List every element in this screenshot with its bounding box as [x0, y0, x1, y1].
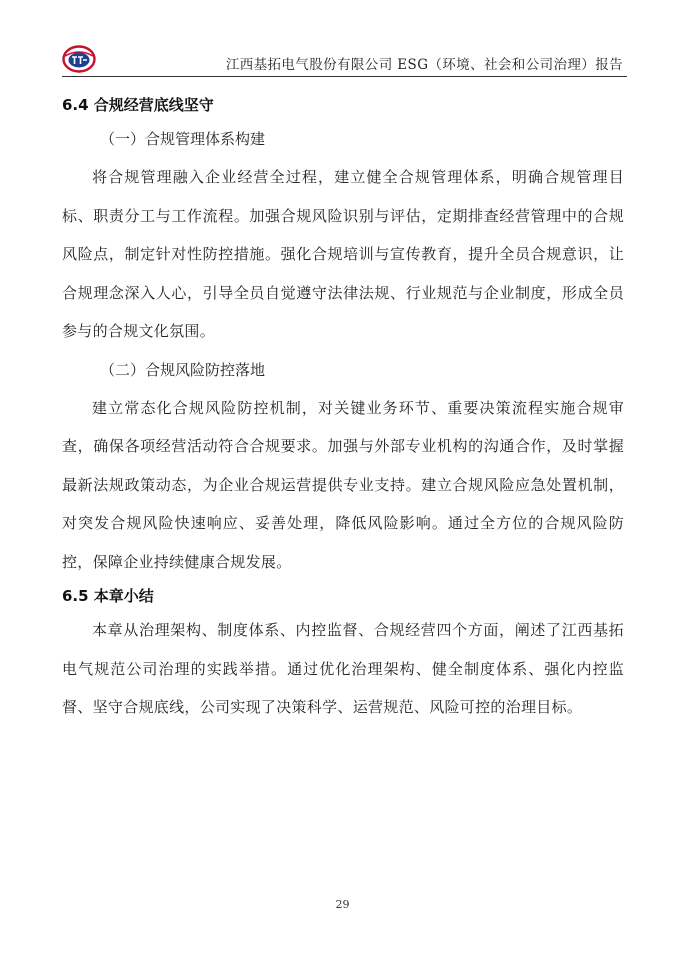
- page-content: [62, 90, 624, 727]
- subsection-2-paragraph: 建立常态化合规风险防控机制，对关键业务环节、重要决策流程实施合规审查，确保各项经营活动符合合规要求。加强与外部专业机构的沟通合作，及时掌握最新法规政策动态，为企业合规运营提供专业支持。建立合规风险应急处置机制，对突发合规风险快速响应、妥善处理，降低风险影响。通过全方位的合规风险防控，保障企业持续健康合规发展。: [62, 398, 624, 571]
- section-6-4-heading: 6.4 合规经营底线坚守: [62, 96, 214, 114]
- report-header-title: 江西基拓电气股份有限公司 ESG（环境、社会和公司治理）报告: [225, 57, 623, 73]
- section-6-5-heading: 6.5 本章小结: [62, 587, 154, 605]
- page-header: [62, 44, 627, 78]
- page-number: 29: [335, 898, 350, 911]
- company-logo-icon: [62, 44, 96, 74]
- subsection-1-paragraph: 将合规管理融入企业经营全过程，建立健全合规管理体系，明确合规管理目标、职责分工与工作流程。加强合规风险识别与评估，定期排查经营管理中的合规风险点，制定针对性防控措施。强化合规培训与宣传教育，提升全员合规意识，让合规理念深入人心，引导全员自觉遵守法律法规、行业规范与企业制度，形成全员参与的合规文化氛围。: [62, 168, 624, 340]
- subsection-2-heading: （二）合规风险防控落地: [100, 360, 266, 379]
- chapter-summary-paragraph: 本章从治理架构、制度体系、内控监督、合规经营四个方面，阐述了江西基拓电气规范公司治理的实践举措。通过优化治理架构、健全制度体系、强化内控监督、坚守合规底线，公司实现了决策科学、运营规范、风险可控的治理目标。: [62, 621, 624, 716]
- subsection-1-heading: （一）合规管理体系构建: [100, 130, 266, 148]
- header-divider: [62, 76, 627, 77]
